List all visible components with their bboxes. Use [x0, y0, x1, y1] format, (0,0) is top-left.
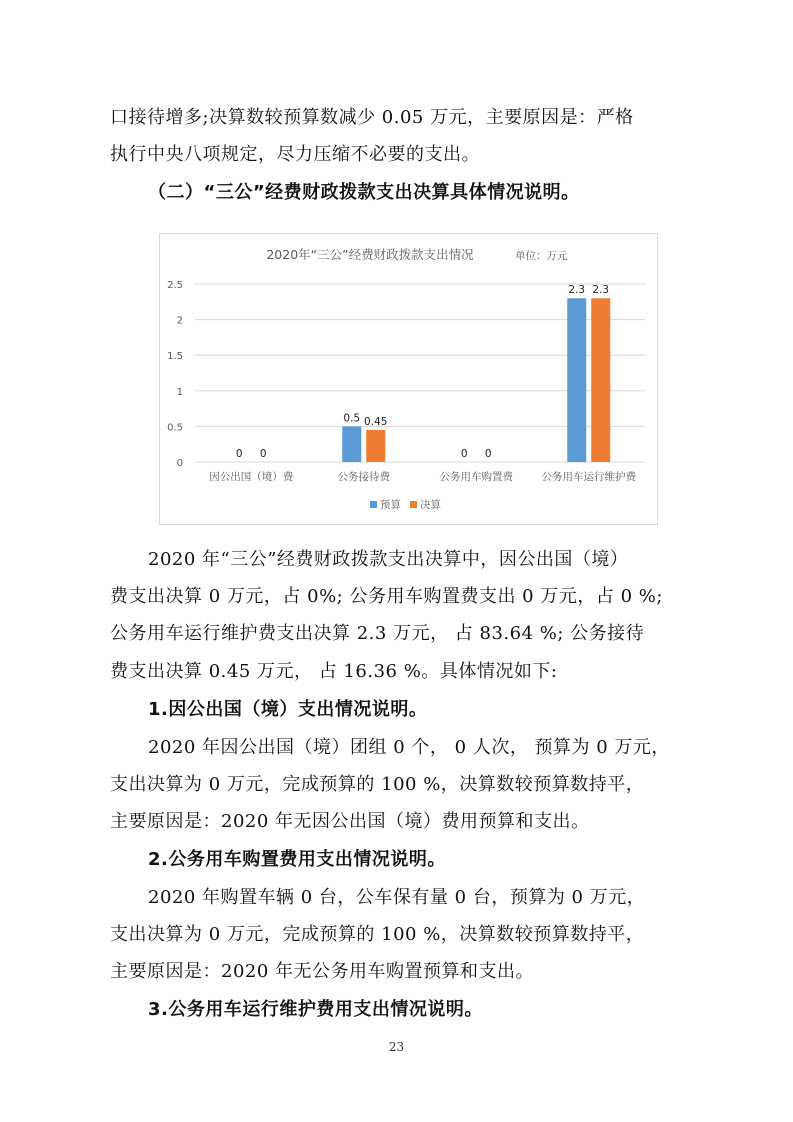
bar-budget [342, 426, 361, 462]
data-label: 2.3 [568, 284, 586, 297]
paragraph-line: 支出决算为 0 万元，完成预算的 100 %，决算数较预算数持平， [110, 774, 645, 795]
y-tick-label: 0 [176, 458, 183, 469]
legend-label: 预算 [380, 499, 401, 511]
y-tick-label: 1 [176, 386, 183, 398]
bar-actual [591, 298, 610, 462]
subheading-1: 1.因公出国（境）支出情况说明。 [148, 699, 428, 720]
paragraph-line: 费支出决算 0 万元，占 0%; 公务用车购置费支出 0 万元，占 0 %; [110, 586, 663, 607]
chart-svg [160, 234, 657, 524]
paragraph-line: 主要原因是：2020 年无因公出国（境）费用预算和支出。 [110, 811, 590, 832]
paragraph-line: 口接待增多;决算数较预算数减少 0.05 万元，主要原因是：严格 [110, 107, 634, 128]
data-label: 0 [259, 448, 267, 460]
data-label: 0 [235, 448, 243, 460]
paragraph-line: 主要原因是：2020 年无公务用车购置预算和支出。 [110, 961, 535, 982]
paragraph-line: 2020 年“三公”经费财政拨款支出决算中，因公出国（境） [148, 549, 629, 570]
section-heading: （二）“三公”经费财政拨款支出决算具体情况说明。 [148, 182, 580, 203]
x-tick-label: 因公出国（境）费 [209, 471, 294, 483]
budget-chart [159, 233, 658, 525]
x-tick-label: 公务接待费 [337, 471, 390, 483]
data-label: 2.3 [592, 284, 610, 297]
data-label: 0.5 [343, 412, 361, 425]
paragraph-line: 执行中央八项规定，尽力压缩不必要的支出。 [110, 144, 480, 165]
data-label: 0 [460, 448, 468, 460]
paragraph-line: 支出决算为 0 万元，完成预算的 100 %，决算数较预算数持平， [110, 924, 645, 945]
y-tick-label: 2 [176, 315, 183, 327]
paragraph-line: 费支出决算 0.45 万元， 占 16.36 %。具体情况如下: [110, 661, 558, 682]
y-tick-label: 2.5 [167, 280, 183, 291]
paragraph-line: 公务用车运行维护费支出决算 2.3 万元， 占 83.64 %; 公务接待 [110, 623, 645, 644]
x-tick-label: 公务用车购置费 [439, 471, 513, 483]
x-tick-label: 公务用车运行维护费 [541, 471, 636, 483]
data-label: 0.45 [364, 415, 388, 428]
paragraph-line: 2020 年购置车辆 0 台，公车保有量 0 台，预算为 0 万元， [148, 887, 646, 908]
paragraph-line: 2020 年因公出国（境）团组 0 个， 0 人次， 预算为 0 万元， [148, 737, 670, 758]
data-label: 0 [484, 448, 492, 460]
chart-unit-label: 单位：万元 [515, 250, 568, 262]
y-tick-label: 1.5 [167, 351, 183, 363]
subheading-3: 3.公务用车运行维护费用支出情况说明。 [148, 999, 483, 1020]
bar-actual [366, 430, 385, 462]
bar-budget [567, 298, 586, 462]
page-number: 23 [388, 1040, 405, 1054]
y-tick-label: 0.5 [167, 422, 183, 434]
legend-swatch-actual [410, 501, 417, 508]
chart-title: 2020年“三公”经费财政拨款支出情况 [266, 247, 474, 262]
legend-swatch-budget [370, 501, 377, 508]
subheading-2: 2.公务用车购置费用支出情况说明。 [148, 849, 446, 870]
legend-label: 决算 [420, 499, 441, 511]
